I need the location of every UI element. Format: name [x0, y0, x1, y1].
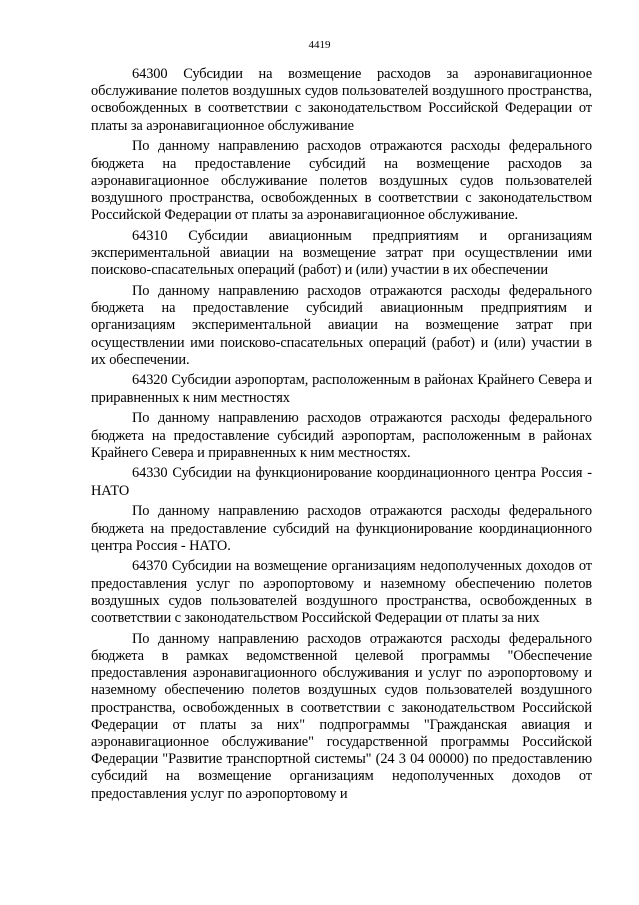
section-description-64300: По данному направлению расходов отражаются расходы федерального бюджета на предоставление субсидий на возмещение расходов за аэронавигационное обслуживание полетов воздушных судов пользователей воздушного пространства, освобожденных в соответствии с законодательством Российской Федерации от платы за аэронавигационное обслуживание.	[91, 138, 592, 224]
page-number: 4419	[308, 39, 331, 51]
section-heading-64300: 64300 Субсидии на возмещение расходов за аэронавигационное обслуживание полетов воздушных судов пользователей воздушного пространства, освобожденных в соответствии с законодательством Российской Федерации от платы за аэронавигационное обслуживание	[91, 66, 592, 134]
section-description-64370: По данному направлению расходов отражаются расходы федерального бюджета в рамках ведомственной целевой программы "Обеспечение предоставления аэронавигационного обслуживания и услуг по аэропортовому и наземному обеспечению полетов воздушных судов пользователей воздушного пространства, освобожденных в соответствии с законодательством Российской Федерации от платы за них" подпрограммы "Гражданская авиация и аэронавигационное обслуживание" государственной программы Российской Федерации "Развитие транспортной системы" (24 3 04 00000) по предоставлению субсидий на возмещение организациям недополученных доходов от предоставления услуг по аэропортовому и	[91, 630, 592, 802]
section-heading-64310: 64310 Субсидии авиационным предприятиям и организациям экспериментальной авиации на возмещение затрат при осуществлении ими поисково-спасательных операций (работ) и (или) участии в их обеспечении	[91, 227, 592, 279]
section-heading-64330: 64330 Субсидии на функционирование координационного центра Россия - НАТО	[91, 465, 592, 499]
section-description-64320: По данному направлению расходов отражаются расходы федерального бюджета на предоставление субсидий аэропортам, расположенным в районах Крайнего Севера и приравненных к ним местностях.	[91, 410, 592, 461]
document-body	[91, 66, 592, 806]
section-description-64310: По данному направлению расходов отражаются расходы федерального бюджета на предоставление субсидий авиационным предприятиям и организациям экспериментальной авиации на возмещение затрат при осуществлении ими поисково-спасательных операций (работ) и (или) участии в их обеспечении.	[91, 282, 592, 368]
section-description-64330: По данному направлению расходов отражаются расходы федерального бюджета на предоставление субсидий на функционирование координационного центра Россия - НАТО.	[91, 503, 592, 554]
section-heading-64320: 64320 Субсидии аэропортам, расположенным в районах Крайнего Севера и приравненных к ним местностях	[91, 372, 592, 406]
section-heading-64370: 64370 Субсидии на возмещение организациям недополученных доходов от предоставления услуг по аэропортовому и наземному обеспечению полетов воздушных судов пользователей воздушного пространства, освобожденных в соответствии с законодательством Российской Федерации от платы за них	[91, 558, 592, 627]
